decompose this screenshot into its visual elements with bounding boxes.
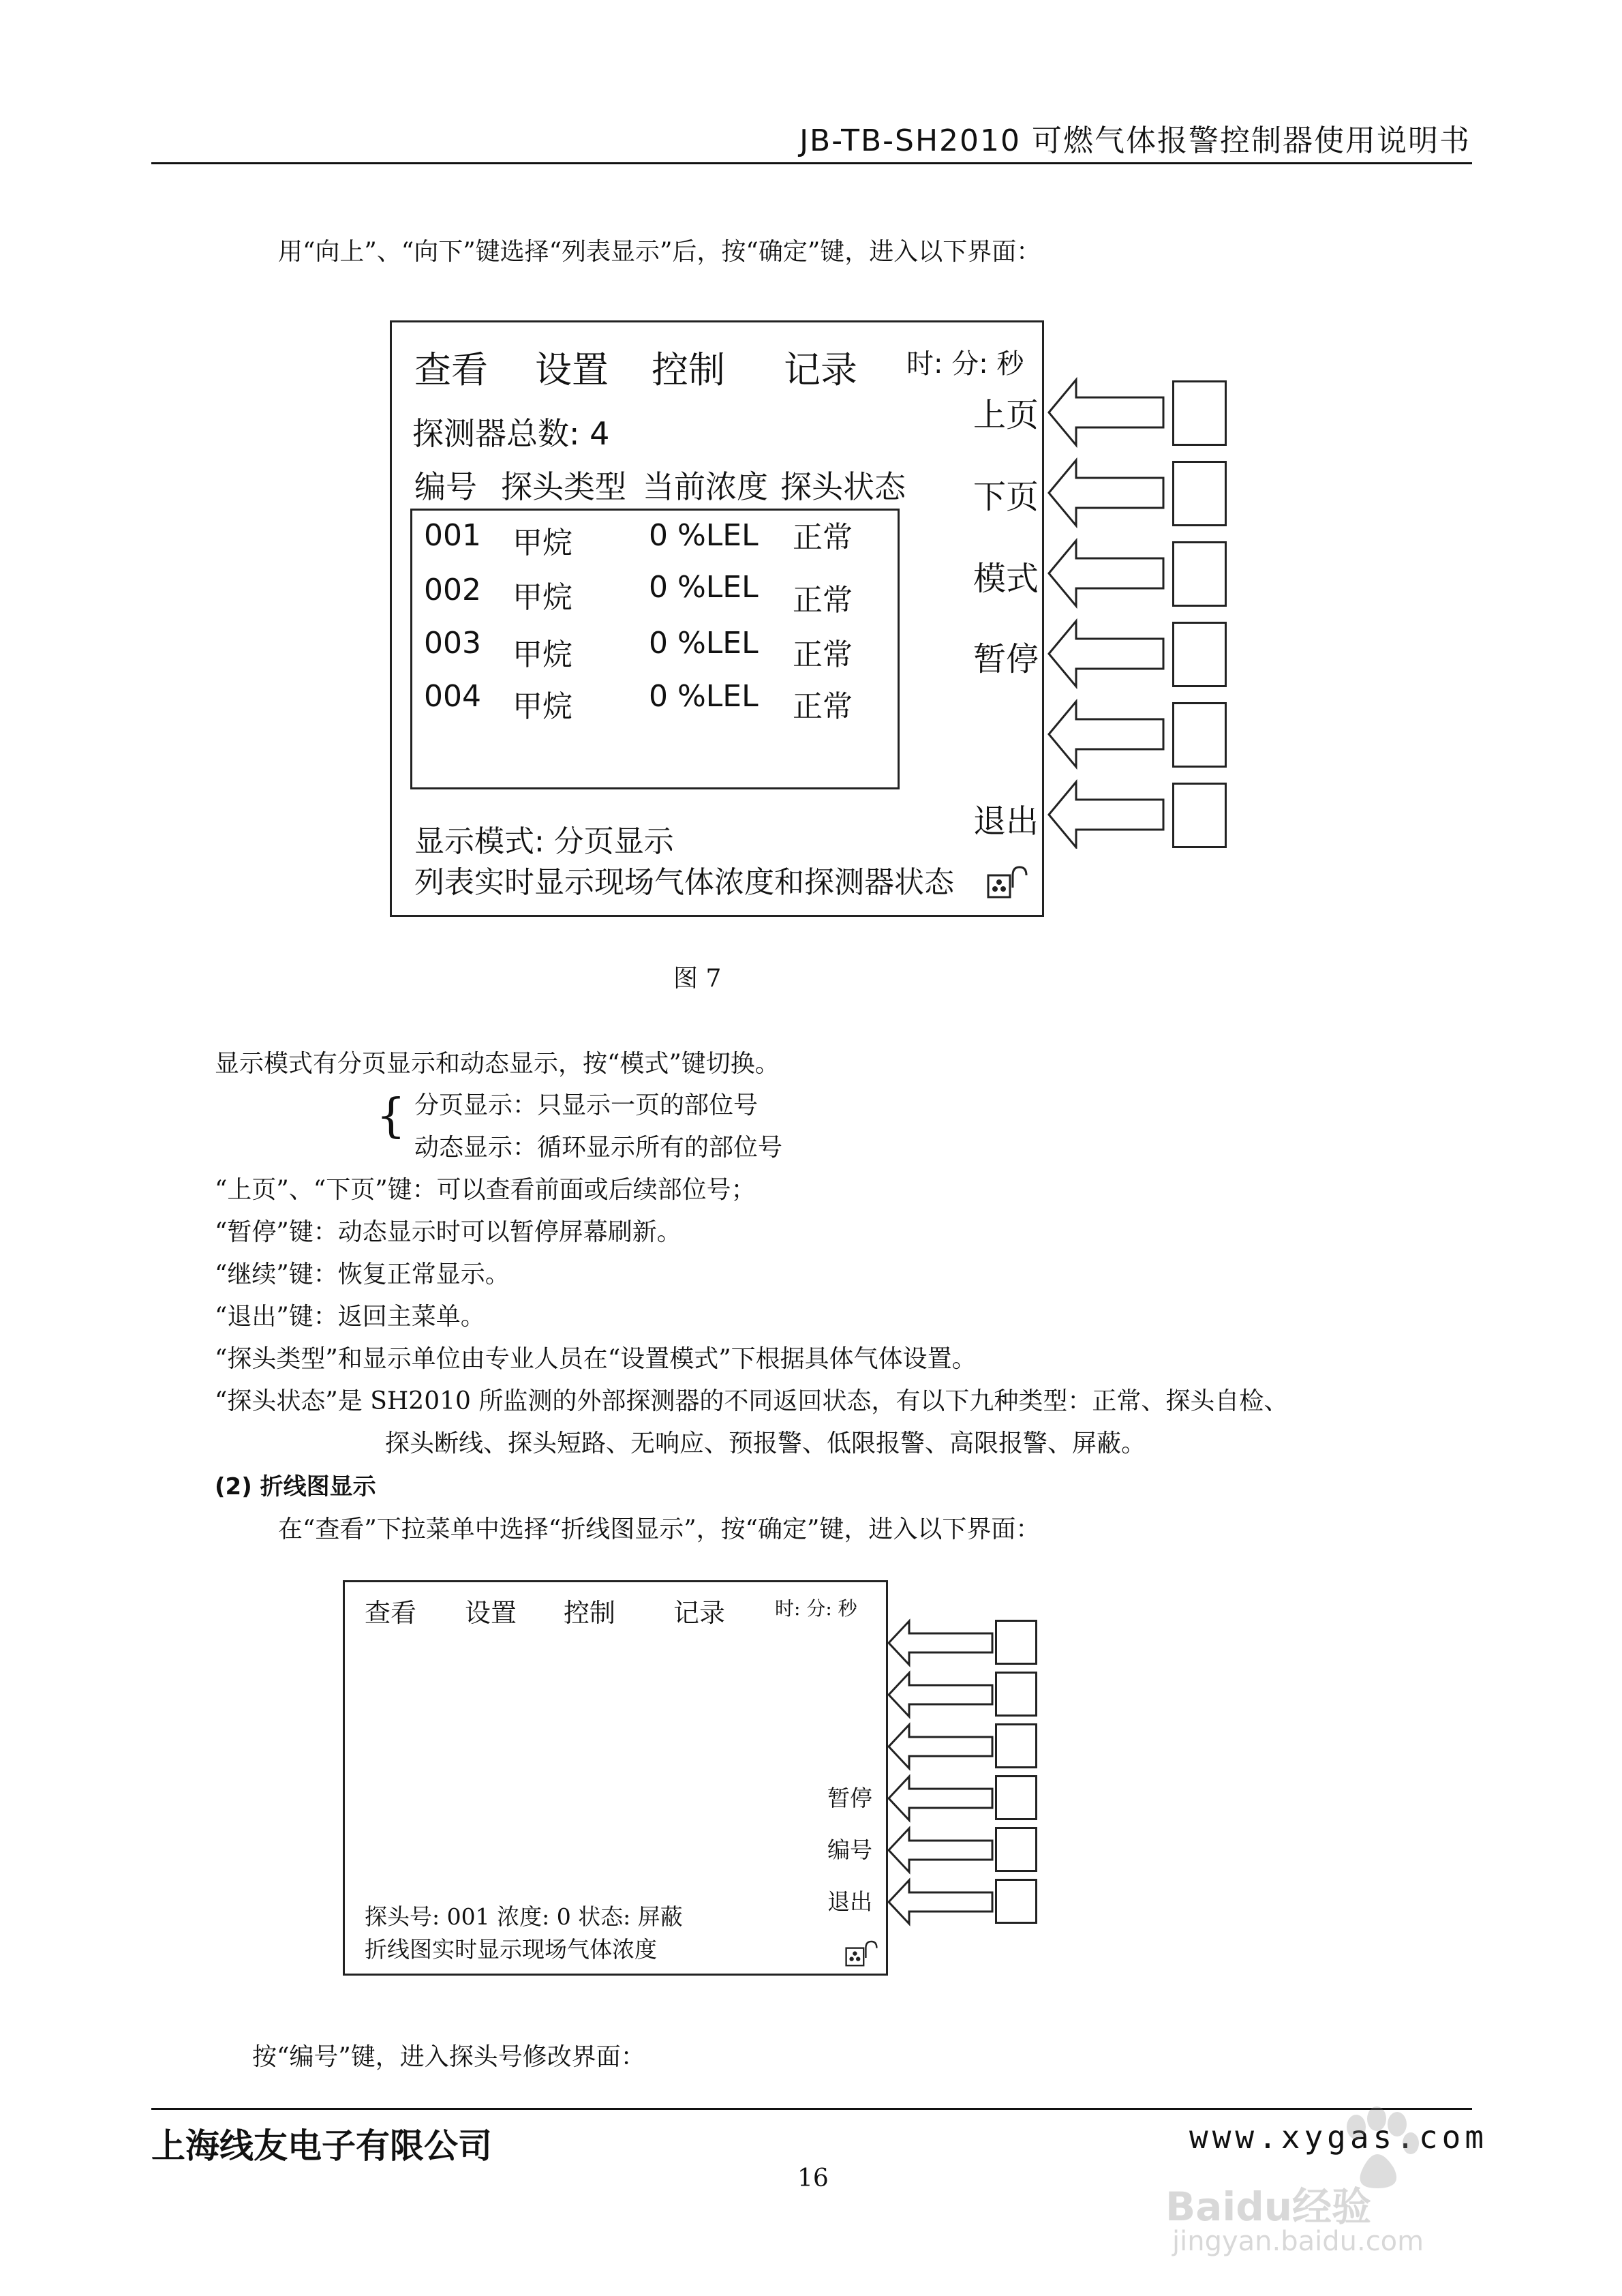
f2-menu-records: 记录 [673,1598,726,1628]
left-arrow-icon [1049,541,1163,606]
unlock-status-icon [845,1936,883,1969]
hardware-key-3[interactable] [1172,541,1227,607]
watermark-brand: Baidu经验 [1165,2184,1372,2230]
f2-hardware-key-3[interactable] [995,1723,1037,1768]
f7-col-id: 编号 [414,468,477,505]
f7-clock: 时: 分: 秒 [906,348,1024,380]
left-arrow-icon [1049,460,1163,526]
figure7-caption: 图 7 [673,965,722,993]
header-divider [151,162,1472,164]
f2-softkey-label-number: 编号 [827,1837,872,1863]
f7-menu-settings: 设置 [535,348,609,391]
left-arrow-icon [1049,621,1163,686]
left-arrow-icon [889,1621,992,1665]
unlock-status-icon [987,860,1035,901]
f2-menu-control: 控制 [564,1598,616,1628]
f2-softkey-arrows [886,1616,995,1936]
f2-hardware-key-1[interactable] [995,1620,1037,1665]
table-row-concentration: 0 %LEL [649,518,759,553]
mode-intro-text: 显示模式有分页显示和动态显示，按“模式”键切换。 [215,1050,780,1078]
pause-key-text: “暂停”键：动态显示时可以暂停屏幕刷新。 [215,1218,682,1246]
left-arrow-icon [889,1880,992,1924]
continue-key-text: “继续”键：恢复正常显示。 [215,1260,510,1288]
probe-type-text: “探头类型”和显示单位由专业人员在“设置模式”下根据具体气体设置。 [215,1345,977,1373]
softkey-label-exit: 退出 [973,802,1039,841]
f2-hardware-key-2[interactable] [995,1672,1037,1717]
document-header-title: JB-TB-SH2010 可燃气体报警控制器使用说明书 [799,123,1471,158]
hardware-key-2[interactable] [1172,461,1227,526]
probe-status-text-1: “探头状态”是 SH2010 所监测的外部探测器的不同返回状态，有以下九种类型：正常、探头自检、 [215,1387,1289,1415]
f7-menu-records: 记录 [784,348,857,391]
f7-description: 列表实时显示现场气体浓度和探测器状态 [414,865,954,900]
softkey-label-page-up: 上页 [973,396,1039,434]
f7-col-type: 探头类型 [501,468,626,505]
table-row-status: 正常 [793,637,853,672]
softkey-label-pause: 暂停 [973,640,1039,678]
f7-detector-total: 探测器总数: 4 [412,415,610,452]
table-row-concentration: 0 %LEL [649,570,759,605]
exit-key-text: “退出”键：返回主菜单。 [215,1303,485,1331]
page-keys-text: “上页”、“下页”键：可以查看前面或后续部位号； [215,1176,756,1204]
f2-softkey-label-exit: 退出 [827,1888,872,1915]
f2-description: 折线图实时显示现场气体浓度 [365,1936,657,1963]
softkey-label-page-down: 下页 [973,478,1039,516]
hardware-key-1[interactable] [1172,380,1227,446]
page-number: 16 [797,2164,829,2192]
section2-intro: 在“查看”下拉菜单中选择“折线图显示”，按“确定”键，进入以下界面： [278,1515,1041,1543]
hardware-key-6[interactable] [1172,783,1227,848]
left-arrow-icon [1049,380,1163,445]
left-arrow-icon [1049,782,1163,847]
softkey-label-mode: 模式 [973,560,1039,598]
left-arrow-icon [889,1673,992,1717]
f7-col-concentration: 当前浓度 [643,468,768,505]
table-row-id: 004 [424,679,481,714]
f2-menu-view: 查看 [365,1598,417,1628]
f2-status-line: 探头号: 001 浓度: 0 状态: 屏蔽 [365,1903,683,1930]
f7-menu-view: 查看 [414,348,488,391]
f2-hardware-key-5[interactable] [995,1827,1037,1872]
table-row-concentration: 0 %LEL [649,626,759,661]
baidu-watermark [1152,2086,1506,2270]
f2-softkey-label-pause: 暂停 [827,1785,872,1811]
brace-icon: { [376,1089,406,1143]
probe-status-text-2: 探头断线、探头短路、无响应、预报警、低限报警、高限报警、屏蔽。 [385,1430,1146,1457]
table-row-status: 正常 [793,689,853,724]
company-website: www.xygas.com [1189,2119,1488,2156]
left-arrow-icon [889,1828,992,1872]
hardware-key-5[interactable] [1172,702,1227,768]
company-name: 上海线友电子有限公司 [151,2126,492,2166]
paged-display-text: 分页显示：只显示一页的部位号 [414,1091,759,1119]
table-row-concentration: 0 %LEL [649,679,759,714]
hardware-key-4[interactable] [1172,622,1227,687]
table-row-type: 甲烷 [512,689,572,724]
f7-display-mode: 显示模式: 分页显示 [414,824,674,859]
section2-heading: (2) 折线图显示 [215,1473,376,1500]
left-arrow-icon [1049,701,1163,767]
f7-menu-control: 控制 [652,348,725,391]
table-row-id: 002 [424,573,481,607]
f7-col-status: 探头状态 [780,468,906,505]
next-step-text: 按“编号”键，进入探头号修改界面： [252,2043,645,2071]
table-row-type: 甲烷 [512,526,572,560]
f2-clock: 时: 分: 秒 [775,1597,857,1620]
dynamic-display-text: 动态显示：循环显示所有的部位号 [414,1134,783,1162]
table-row-type: 甲烷 [512,637,572,672]
f2-menu-settings: 设置 [465,1598,517,1628]
table-row-status: 正常 [793,520,853,555]
table-row-type: 甲烷 [512,580,572,615]
f7-softkey-arrows [1046,372,1169,849]
f2-hardware-key-6[interactable] [995,1879,1037,1924]
table-row-id: 001 [424,518,481,553]
left-arrow-icon [889,1725,992,1768]
table-row-status: 正常 [793,583,853,618]
watermark-url: jingyan.baidu.com [1172,2226,1424,2257]
table-row-id: 003 [424,626,481,661]
intro-paragraph: 用“向上”、“向下”键选择“列表显示”后，按“确定”键，进入以下界面： [278,238,1041,266]
left-arrow-icon [889,1777,992,1820]
f2-hardware-key-4[interactable] [995,1775,1037,1820]
